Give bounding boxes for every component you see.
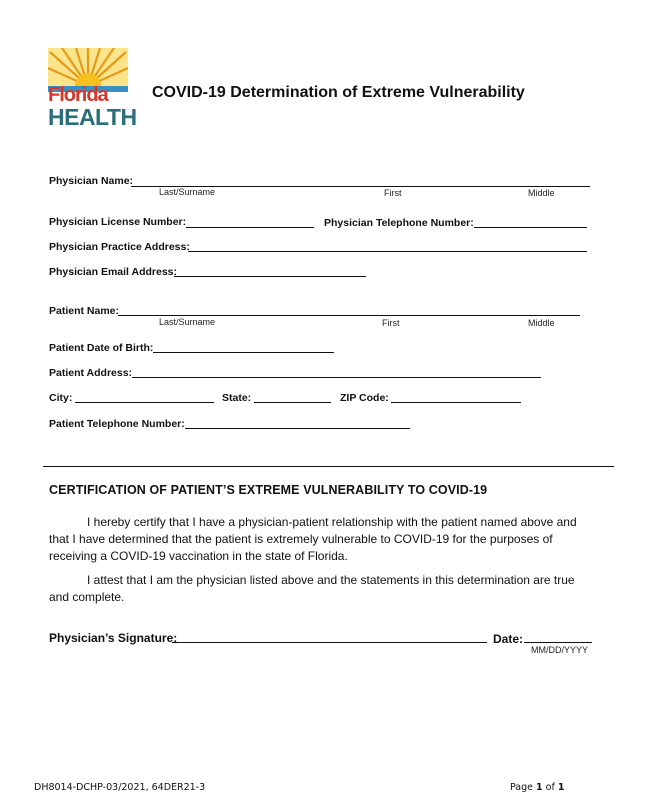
signature-date-label: Date: xyxy=(493,632,524,646)
certification-heading: CERTIFICATION OF PATIENT’S EXTREME VULNERABILITY TO COVID-19 xyxy=(49,483,488,497)
physician-phone-label: Physician Telephone Number: xyxy=(324,217,474,229)
certification-paragraph-2: I attest that I am the physician listed above and the statements in this determination are true and complete. xyxy=(49,573,575,604)
page-title: COVID-19 Determination of Extreme Vulnerability xyxy=(152,84,525,101)
state-label: State: xyxy=(222,392,252,404)
signature-date-input[interactable] xyxy=(524,627,592,643)
patient-name-middle-hint: Middle xyxy=(528,318,555,328)
page-of: of xyxy=(542,782,558,793)
patient-address-label: Patient Address: xyxy=(49,367,133,379)
physician-practice-address-label: Physician Practice Address: xyxy=(49,241,190,253)
patient-phone-input[interactable] xyxy=(185,415,410,429)
physician-name-input[interactable] xyxy=(131,173,590,187)
city-label: City: xyxy=(49,392,73,404)
patient-address-input[interactable] xyxy=(132,364,541,378)
physician-email-label: Physician Email Address: xyxy=(49,266,177,278)
patient-dob-input[interactable] xyxy=(153,339,334,353)
physician-signature-input[interactable] xyxy=(172,626,487,643)
patient-name-input[interactable] xyxy=(118,302,580,316)
physician-signature-label: Physician’s Signature: xyxy=(49,631,178,645)
patient-name-first-hint: First xyxy=(382,318,400,328)
physician-name-first-hint: First xyxy=(384,188,402,198)
physician-email-input[interactable] xyxy=(174,263,366,277)
section-divider xyxy=(43,466,614,467)
logo-text-health: HEALTH xyxy=(48,104,137,130)
patient-dob-label: Patient Date of Birth: xyxy=(49,342,154,354)
physician-license-input[interactable] xyxy=(186,214,314,228)
patient-name-last-hint: Last/Surname xyxy=(159,317,216,327)
physician-practice-address-input[interactable] xyxy=(188,238,587,252)
form-id: DH8014-DCHP-03/2021, 64DER21-3 xyxy=(34,782,206,793)
physician-name-label: Physician Name: xyxy=(49,175,134,187)
logo-text-florida: Florida xyxy=(48,84,108,106)
physician-phone-input[interactable] xyxy=(474,214,587,228)
page-number xyxy=(510,782,564,793)
physician-name-middle-hint: Middle xyxy=(528,188,555,198)
patient-phone-label: Patient Telephone Number: xyxy=(49,418,185,430)
florida-health-logo xyxy=(48,48,137,132)
page-prefix: Page xyxy=(510,782,537,793)
physician-name-last-hint: Last/Surname xyxy=(159,187,216,197)
page-total: 1 xyxy=(557,782,565,793)
state-input[interactable] xyxy=(254,389,331,403)
city-input[interactable] xyxy=(75,389,214,403)
page-current: 1 xyxy=(536,782,543,793)
certification-paragraph-1: I hereby certify that I have a physician-patient relationship with the patient named above and that I have determined that the patient is extremely vulnerable to COVID-19 for the purposes of receiving a COVID-19 vaccination in the state of Florida. xyxy=(49,515,577,563)
zip-label: ZIP Code: xyxy=(340,392,389,404)
physician-license-label: Physician License Number: xyxy=(49,216,187,228)
patient-name-label: Patient Name: xyxy=(49,305,120,317)
signature-date-format-hint: MM/DD/YYYY xyxy=(531,645,589,655)
zip-input[interactable] xyxy=(391,389,521,403)
